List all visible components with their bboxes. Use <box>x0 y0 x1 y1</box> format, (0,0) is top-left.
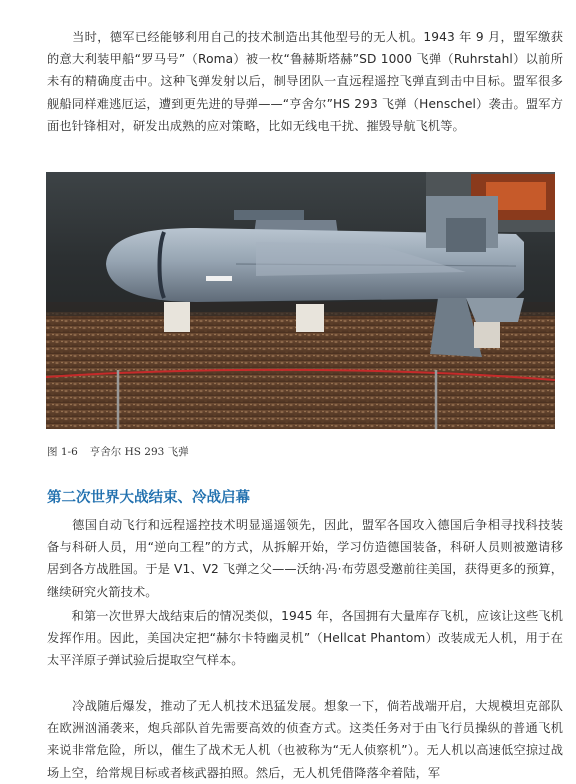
reverse-engineering-paragraph: 德国自动飞行和远程遥控技术明显遥遥领先，因此，盟军各国攻入德国后争相寻找科技装备与科研人员，用“逆向工程”的方式，从拆解开始，学习仿造德国装备，科研人员则被邀请移居到各方战胜国。于是 V1、V2 飞弹之父——沃纳·冯·布劳恩受邀前往美国，获得更多的预算，继续研究火箭技术。 <box>47 518 563 599</box>
intro-paragraph: 当时，德军已经能够利用自己的技术制造出其他型号的无人机。1943 年 9 月，盟军缴获的意大利装甲船“罗马号”（Roma）被一枚“鲁赫斯塔赫”SD 1000 飞弹（Ruhrstahl）以前所未有的精确度击中。这种飞弹发射以后，制导团队一直远程遥控飞弹直到击中目标。盟军很多舰船同样难逃厄运，遭到更先进的导弹——“亨舍尔”HS 293 飞弹（Henschel）袭击。盟军方面也针锋相对，研发出成熟的应对策略，比如无线电干扰、摧毁导航飞机等。 <box>47 30 563 133</box>
figure-number: 图 1-6 <box>47 446 78 458</box>
hs293-missile-photo <box>46 172 555 429</box>
section-heading: 第二次世界大战结束、冷战启幕 <box>47 490 250 506</box>
figure-caption-text: 亨舍尔 HS 293 飞弹 <box>89 446 189 458</box>
cold-war-paragraph: 冷战随后爆发，推动了无人机技术迅猛发展。想象一下，倘若战端开启，大规模坦克部队在欧洲汹涌袭来，炮兵部队首先需要高效的侦查方式。这类任务对于由飞行员操纵的普通飞机来说非常危险，所以，催生了战术无人机（也被称为“无人侦察机”）。无人机以高速低空掠过战场上空，给常规目标或者核武器拍照。然后，无人机凭借降落伞着陆，军 <box>47 699 563 780</box>
hellcat-paragraph: 和第一次世界大战结束后的情况类似，1945 年，各国拥有大量库存飞机，应该让这些飞机发挥作用。因此，美国决定把“赫尔卡特幽灵机”（Hellcat Phantom）改装成无人机，用于在太平洋原子弹试验后提取空气样本。 <box>47 609 563 668</box>
figure-caption <box>47 444 189 459</box>
